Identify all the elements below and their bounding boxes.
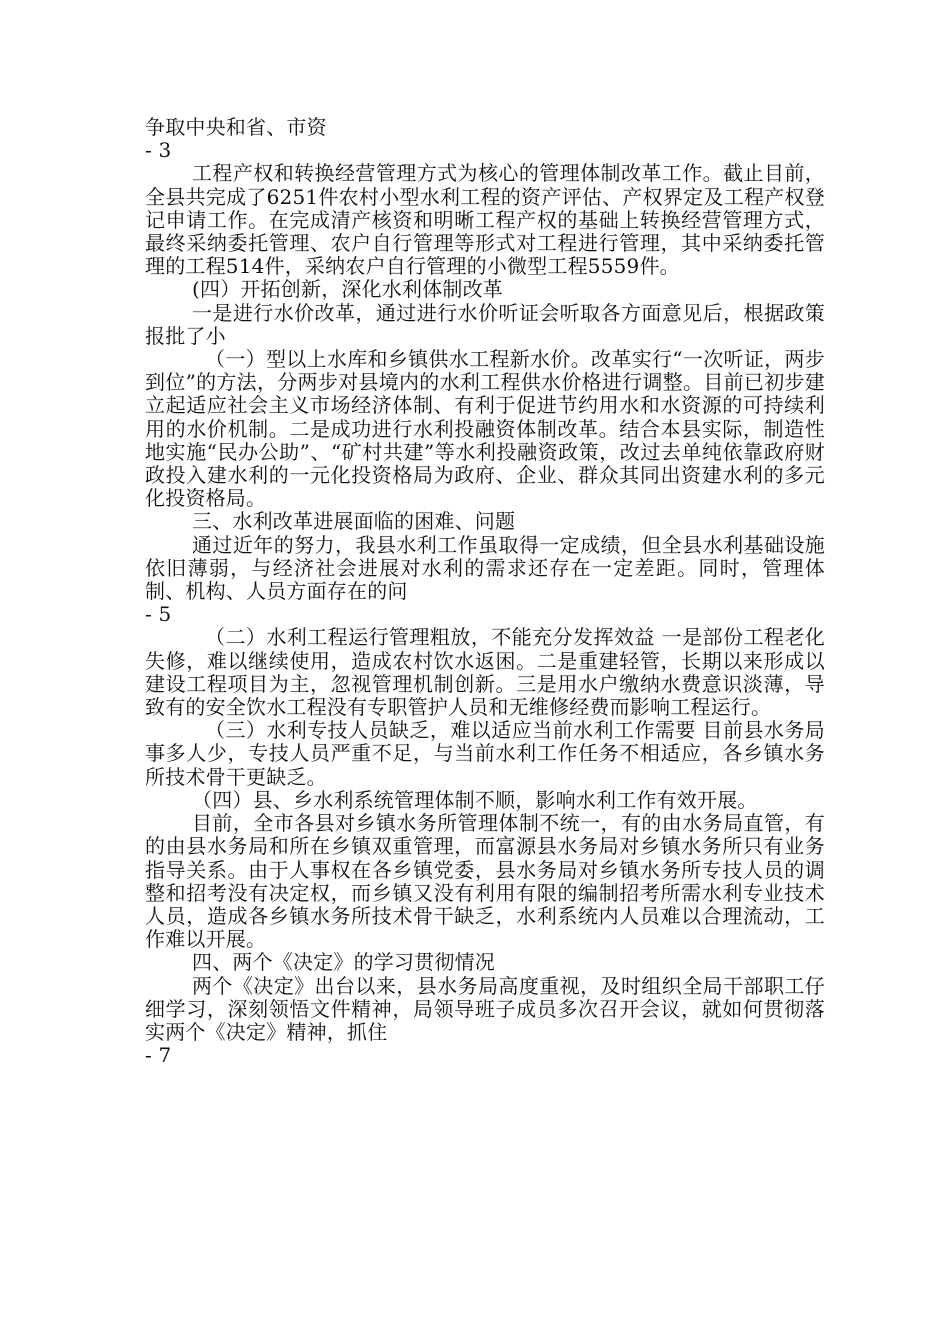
page-number: - 5 [145,602,172,627]
paragraph-line: 争取中央和省、市资 [145,115,327,139]
paragraph: （二）水利工程运行管理粗放，不能充分发挥效益 一是部份工程老化失修，难以继续使用，造成农村饮水返困。二是重建轻管，长期以来形成以建设工程项目为主，忽视管理机制创新。三是用水户缴纳水费意识淡薄，导致有的安全饮水工程没有专职管护人员和无维修经费而影响工程运行。 [145,625,825,720]
paragraph: （三）水利专技人员缺乏，难以适应当前水利工作需要 目前县水务局事多人少，专技人员严重不足，与当前水利工作任务不相适应，各乡镇水务所技术骨干更缺乏。 [145,718,825,789]
paragraph: 工程产权和转换经营管理方式为核心的管理体制改革工作。截止目前，全县共完成了6251件农村小型水利工程的资产评估、产权界定及工程产权登记申请工作。在完成清产核资和明晰工程产权的基础上转换经营管理方式，最终采纳委托管理、农户自行管理等形式对工程进行管理，其中采纳委托管理的工程514件，采纳农户自行管理的小微型工程5559件。 [145,161,825,279]
paragraph: 通过近年的努力，我县水利工作虽取得一定成绩，但全县水利基础设施依旧薄弱，与经济社会进展对水利的需求还存在一定差距。同时，管理体制、机构、人员方面存在的问 [145,532,825,604]
section-heading: 三、水利改革进展面临的困难、问题 [192,509,516,534]
page-number: - 3 [145,138,172,163]
section-heading: (四）开拓创新，深化水利体制改革 [192,277,504,302]
paragraph: 两个《决定》出台以来，县水务局高度重视，及时组织全局干部职工仔细学习，深刻领悟文件精神，局领导班子成员多次召开会议，就如何贯彻落实两个《决定》精神，抓住 [145,973,825,1044]
paragraph: （一）型以上水库和乡镇供水工程新水价。改革实行“一次听证，两步到位”的方法，分两步对县境内的水利工程供水价格进行调整。目前已初步建立起适应社会主义市场经济体制、有利于促进节约用水和水资源的可持续利用的水价机制。二是成功进行水利投融资体制改革。结合本县实际，制造性地实施“民办公助”、“矿村共建”等水利投融资政策，改过去单纯依靠政府财政投入建水利的一元化投资格局为政府、企业、群众其同出资建水利的多元化投资格局。 [145,347,825,511]
section-heading: 四、两个《决定》的学习贯彻情况 [192,950,495,975]
document-page [145,116,825,1067]
section-heading: （四）县、乡水利系统管理体制不顺，影响水利工作有效开展。 [192,787,758,812]
page-number: - 7 [145,1043,172,1068]
paragraph: 目前，全市各县对乡镇水务所管理体制不统一，有的由水务局直管，有的由县水务局和所在乡镇双重管理，而富源县水务局对乡镇水务所只有业务指导关系。由于人事权在各乡镇党委，县水务局对乡镇水务所专技人员的调整和招考没有决定权，而乡镇又没有利用有限的编制招考所需水利专业技术人员，造成各乡镇水务所技术骨干缺乏，水利系统内人员难以合理流动，工作难以开展。 [145,811,825,952]
paragraph: 一是进行水价改革，通过进行水价听证会听取各方面意见后，根据政策报批了小 [145,300,825,348]
